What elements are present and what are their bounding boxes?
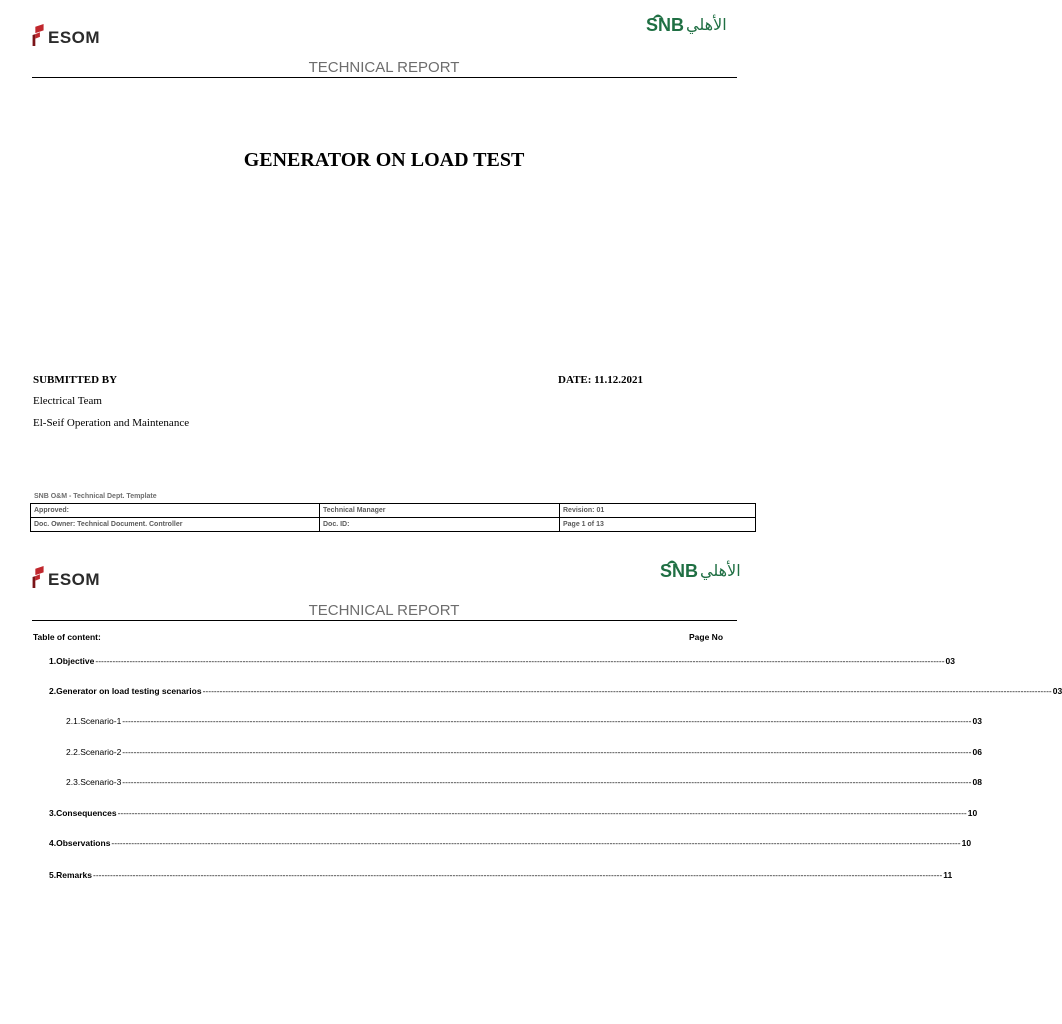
- team-line-2: El-Seif Operation and Maintenance: [33, 417, 190, 429]
- team-line-1: Electrical Team: [33, 395, 102, 407]
- table-cell: Doc. ID:: [320, 518, 560, 532]
- esom-logo: [32, 18, 100, 46]
- toc-item-page: 10: [967, 808, 978, 818]
- document-control-table: [30, 503, 756, 532]
- toc-item-label: Scenario-3: [80, 777, 122, 787]
- toc-item-number: 2.: [49, 686, 57, 696]
- toc-item-page: 11: [943, 870, 953, 880]
- submitted-by-label: SUBMITTED BY: [33, 374, 118, 386]
- toc-item-label: Consequences: [56, 808, 117, 818]
- toc-item-observations[interactable]: [49, 838, 972, 848]
- toc-item-number: 4.: [49, 838, 57, 848]
- header-rule: [32, 77, 737, 78]
- toc-leader-dots: ------------------------------------------------------------------------------------------------------------------------------------------------------------------------------------------------------------------------------------------------------------------------------------------------------------: [122, 777, 972, 787]
- toc-item-page: 08: [972, 777, 982, 787]
- toc-item-number: 2.3.: [66, 777, 81, 787]
- toc-item-label: Objective: [56, 656, 95, 666]
- toc-item-label: Scenario-1: [80, 716, 122, 726]
- header-rule: [32, 620, 737, 621]
- toc-leader-dots: ------------------------------------------------------------------------------------------------------------------------------------------------------------------------------------------------------------------------------------------------------------------------------------------------------------: [117, 808, 967, 818]
- snb-brand-text: SNB: [646, 15, 685, 35]
- toc-item-number: 1.: [49, 656, 57, 666]
- toc-item-page: 03: [972, 716, 982, 726]
- toc-leader-dots: ------------------------------------------------------------------------------------------------------------------------------------------------------------------------------------------------------------------------------------------------------------------------------------------------------------: [122, 747, 972, 757]
- esom-logo-mark-icon: [32, 566, 46, 588]
- table-cell: Technical Manager: [320, 504, 560, 518]
- date-label: DATE: 11.12.2021: [558, 374, 644, 386]
- template-caption: SNB O&M - Technical Dept. Template: [34, 493, 157, 500]
- toc-leader-dots: ------------------------------------------------------------------------------------------------------------------------------------------------------------------------------------------------------------------------------------------------------------------------------------------------------------: [111, 838, 961, 848]
- toc-leader-dots: ------------------------------------------------------------------------------------------------------------------------------------------------------------------------------------------------------------------------------------------------------------------------------------------------------------: [95, 656, 945, 666]
- page-1: [0, 0, 768, 540]
- toc-item-scenario-1[interactable]: [66, 716, 982, 726]
- table-cell: Doc. Owner: Technical Document. Controller: [31, 518, 320, 532]
- toc-item-scenario-3[interactable]: [66, 777, 982, 787]
- table-row: [31, 504, 756, 518]
- table-cell: Page 1 of 13: [560, 518, 756, 532]
- header-title: TECHNICAL REPORT: [308, 59, 460, 76]
- toc-item-remarks[interactable]: [49, 870, 953, 880]
- toc-item-consequences[interactable]: [49, 808, 978, 818]
- toc-item-scenarios[interactable]: [49, 686, 1062, 696]
- toc-leader-dots: ------------------------------------------------------------------------------------------------------------------------------------------------------------------------------------------------------------------------------------------------------------------------------------------------------------: [122, 716, 972, 726]
- toc-item-label: Remarks: [56, 870, 93, 880]
- toc-title: Table of content:: [33, 632, 101, 642]
- toc-leader-dots: ------------------------------------------------------------------------------------------------------------------------------------------------------------------------------------------------------------------------------------------------------------------------------------------------------------: [93, 870, 943, 880]
- toc-item-page: 03: [945, 656, 956, 666]
- table-cell: Approved:: [31, 504, 320, 518]
- table-cell: Revision: 01: [560, 504, 756, 518]
- snb-logo: [646, 16, 727, 34]
- table-row: [31, 518, 756, 532]
- snb-leaf-mark-icon: [665, 557, 679, 567]
- toc-item-label: Scenario-2: [80, 747, 122, 757]
- toc-item-label: Generator on load testing scenarios: [56, 686, 202, 696]
- toc-item-page: 06: [972, 747, 982, 757]
- esom-logo: [32, 560, 100, 588]
- toc-page-header: Page No: [689, 632, 724, 642]
- page-2: [0, 540, 1062, 1024]
- toc-item-scenario-2[interactable]: [66, 747, 982, 757]
- toc-item-number: 2.1.: [66, 716, 81, 726]
- toc-leader-dots: ------------------------------------------------------------------------------------------------------------------------------------------------------------------------------------------------------------------------------------------------------------------------------------------------------------: [202, 686, 1052, 696]
- esom-logo-mark-icon: [32, 24, 46, 46]
- header-title: TECHNICAL REPORT: [308, 602, 460, 619]
- snb-brand-text: SNB: [660, 561, 699, 581]
- toc-item-objective[interactable]: [49, 656, 956, 666]
- esom-brand-text: ESOM: [48, 28, 101, 47]
- toc-item-number: 2.2.: [66, 747, 81, 757]
- snb-leaf-mark-icon: [651, 11, 665, 21]
- toc-item-number: 3.: [49, 808, 57, 818]
- toc-item-label: Observations: [56, 838, 111, 848]
- toc-item-page: 10: [961, 838, 972, 848]
- toc-item-page: 03: [1052, 686, 1062, 696]
- toc-item-number: 5.: [49, 870, 57, 880]
- esom-brand-text: ESOM: [48, 570, 101, 589]
- snb-brand-arabic: الأهلي: [686, 15, 727, 34]
- snb-brand-arabic: الأهلي: [700, 561, 741, 580]
- report-title: GENERATOR ON LOAD TEST: [243, 149, 525, 171]
- snb-logo: [660, 562, 741, 580]
